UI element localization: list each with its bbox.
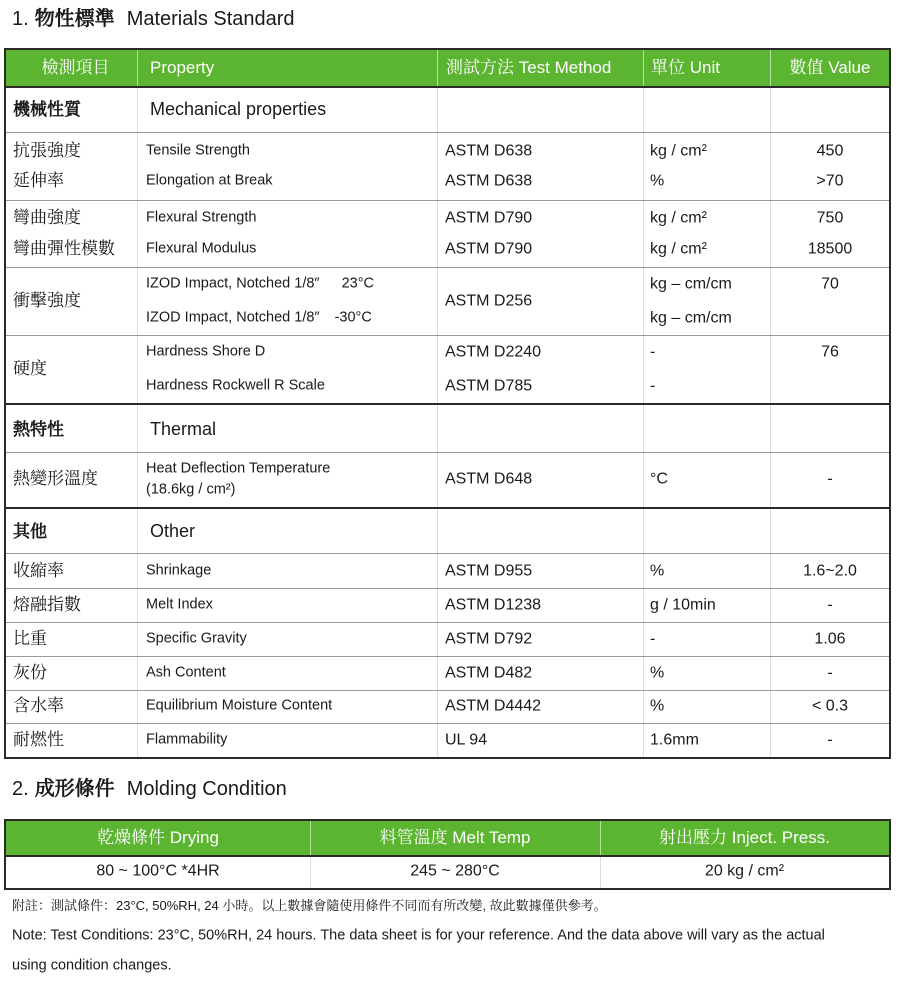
- inject-press-value: 20 kg / cm²: [704, 862, 785, 880]
- column-header-drying: 乾燥條件 Drying: [97, 827, 219, 847]
- section-title-zh: 物性標準: [34, 8, 115, 30]
- drying-value: 80 ~ 100°C *4HR: [96, 862, 220, 880]
- column-header-value: 數值 Value: [789, 57, 871, 77]
- section-label-thermal-en: Thermal: [150, 419, 217, 440]
- section-divider: [4, 507, 891, 509]
- section-title-en: Molding Condition: [126, 778, 287, 800]
- header-divider: [437, 50, 438, 86]
- row-unit: g / 10min: [650, 596, 716, 614]
- row-unit: %: [650, 664, 665, 682]
- row-property: Ash Content: [146, 664, 226, 681]
- row-test-method: ASTM D790: [445, 209, 533, 227]
- row-value: 1.06: [814, 630, 846, 648]
- row-unit: kg / cm²: [650, 240, 707, 258]
- test-condition: 23°C: [341, 275, 374, 292]
- row-divider: [6, 132, 889, 133]
- property-name: IZOD Impact, Notched 1/8″: [146, 275, 320, 292]
- row-item: 含水率: [13, 695, 64, 715]
- row-item-hardness: 硬度: [13, 358, 47, 378]
- row-property: Hardness Rockwell R Scale: [146, 377, 325, 394]
- row-test-method: ASTM D4442: [445, 697, 542, 715]
- row-test-method: ASTM D638: [445, 172, 533, 190]
- row-value: < 0.3: [811, 697, 849, 715]
- test-condition: -30°C: [334, 309, 372, 326]
- row-test-method: ASTM D482: [445, 664, 533, 682]
- row-property: Heat Deflection Temperature: [146, 460, 331, 477]
- row-item: 熱變形溫度: [13, 468, 98, 488]
- section-label-other-en: Other: [150, 521, 196, 542]
- row-unit: %: [650, 562, 665, 580]
- section-title-en: Materials Standard: [126, 8, 295, 30]
- row-unit: -: [650, 630, 656, 648]
- row-unit: kg / cm²: [650, 209, 707, 227]
- row-test-method: ASTM D1238: [445, 596, 542, 614]
- row-value: -: [827, 470, 833, 488]
- note-line: using condition changes.: [12, 957, 172, 974]
- row-divider: [6, 723, 889, 724]
- row-unit: kg / cm²: [650, 142, 707, 160]
- row-item: 耐燃性: [13, 729, 64, 749]
- row-item: 彎曲強度: [13, 207, 81, 227]
- row-test-method: ASTM D638: [445, 142, 533, 160]
- row-value: 450: [816, 142, 844, 160]
- section-title-zh: 成形條件: [34, 778, 115, 800]
- row-divider: [6, 588, 889, 589]
- row-unit: kg – cm/cm: [650, 309, 732, 327]
- column-header-item: 檢測項目: [41, 57, 110, 77]
- row-unit: -: [650, 377, 656, 395]
- row-divider: [6, 656, 889, 657]
- row-test-method: ASTM D256: [445, 292, 533, 310]
- column-header-melt-temp: 料管溫度 Melt Temp: [379, 827, 531, 847]
- section-number: 1.: [12, 8, 29, 30]
- row-item-impact: 衝擊強度: [13, 290, 81, 310]
- melt-temp-value: 245 ~ 280°C: [410, 862, 500, 880]
- property-name: IZOD Impact, Notched 1/8″: [146, 309, 320, 326]
- row-divider: [6, 452, 889, 453]
- column-header-test-method: 測試方法 Test Method: [446, 57, 612, 77]
- row-property: Flexural Strength: [146, 209, 257, 226]
- column-header-inject-press: 射出壓力 Inject. Press.: [659, 827, 830, 847]
- section-2-title: [12, 777, 287, 801]
- row-value: -: [827, 596, 833, 614]
- header-divider: [643, 50, 644, 86]
- row-value: 750: [816, 209, 844, 227]
- row-test-method: ASTM D790: [445, 240, 533, 258]
- row-value: 1.6~2.0: [803, 562, 857, 580]
- row-divider: [6, 690, 889, 691]
- row-divider: [6, 335, 889, 336]
- section-number: 2.: [12, 778, 29, 800]
- row-unit: -: [650, 343, 656, 361]
- section-label-other-zh: 其他: [13, 521, 47, 541]
- row-value: -: [827, 664, 833, 682]
- row-value: >70: [816, 172, 844, 190]
- row-property: Tensile Strength: [146, 142, 250, 159]
- section-label-thermal-zh: 熱特性: [13, 419, 64, 439]
- row-test-method: ASTM D785: [445, 377, 533, 395]
- row-property-note: (18.6kg / cm²): [146, 481, 236, 498]
- row-item: 抗張強度: [13, 140, 81, 160]
- row-test-method: ASTM D955: [445, 562, 533, 580]
- column-header-property: Property: [150, 57, 215, 77]
- column-header-unit: 單位 Unit: [651, 57, 720, 77]
- row-item: 比重: [13, 628, 47, 648]
- row-property: Flammability: [146, 731, 228, 748]
- row-value: 76: [821, 343, 839, 361]
- row-unit: %: [650, 697, 665, 715]
- row-unit: 1.6mm: [650, 731, 699, 749]
- row-unit: %: [650, 172, 665, 190]
- row-test-method: UL 94: [445, 731, 488, 749]
- row-value: -: [827, 731, 833, 749]
- row-property: Melt Index: [146, 596, 213, 613]
- header-bottom-rule: [4, 855, 891, 857]
- row-test-method: ASTM D792: [445, 630, 533, 648]
- row-unit: kg – cm/cm: [650, 275, 732, 293]
- row-value: 18500: [807, 240, 853, 258]
- row-property: Shrinkage: [146, 562, 212, 579]
- row-item: 灰份: [13, 662, 47, 682]
- header-bottom-rule: [4, 86, 891, 88]
- row-property: Flexural Modulus: [146, 240, 257, 257]
- row-divider: [6, 622, 889, 623]
- row-item: 熔融指數: [13, 594, 81, 614]
- row-item: 彎曲彈性模數: [13, 238, 115, 258]
- row-test-method: ASTM D2240: [445, 343, 542, 361]
- row-property-izod-minus30c: [146, 309, 372, 326]
- row-divider: [6, 267, 889, 268]
- row-property: Specific Gravity: [146, 630, 247, 647]
- row-item: 收縮率: [13, 560, 64, 580]
- row-property-izod-23c: [146, 275, 374, 292]
- row-test-method: ASTM D648: [445, 470, 533, 488]
- row-divider: [6, 553, 889, 554]
- row-unit: °C: [650, 470, 668, 488]
- row-property: Equilibrium Moisture Content: [146, 697, 333, 714]
- section-1-title: [12, 7, 295, 31]
- section-divider: [4, 403, 891, 405]
- note-line: Note: Test Conditions: 23°C, 50%RH, 24 hours. The data sheet is for your reference. And the data above will vary as the actual: [12, 927, 825, 944]
- section-label-mechanical-en: Mechanical properties: [150, 99, 327, 120]
- row-value: 70: [821, 275, 839, 293]
- row-property: Hardness Shore D: [146, 343, 266, 360]
- row-divider: [6, 200, 889, 201]
- footnote-zh: 附註：測試條件：23°C, 50%RH, 24 小時。以上數據會隨使用條件不同而有所改變, 故此數據僅供參考。: [12, 898, 607, 914]
- section-label-mechanical-zh: 機械性質: [13, 99, 81, 119]
- row-property: Elongation at Break: [146, 172, 273, 189]
- row-item: 延伸率: [13, 170, 64, 190]
